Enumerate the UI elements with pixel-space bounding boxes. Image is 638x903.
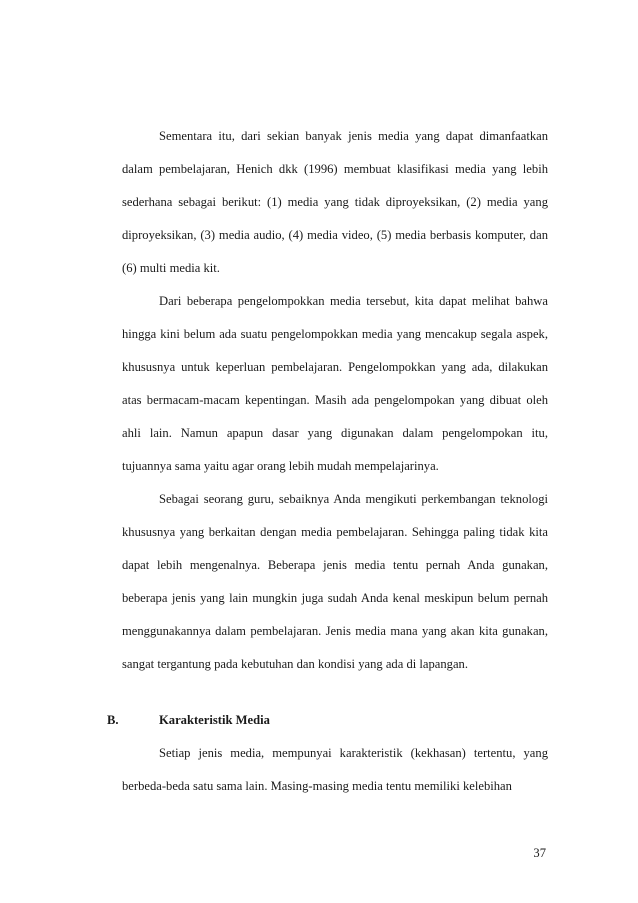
page-content bbox=[107, 120, 548, 803]
paragraph-media-classification: Sementara itu, dari sekian banyak jenis media yang dapat dimanfaatkan dalam pembelajaran, Henich dkk (1996) membuat klasifikasi media yang lebih sederhana sebagai berikut: (1) media yang tidak diproyeksikan, (2) media yang diproyeksikan, (3) media audio, (4) media video, (5) media berbasis komputer, dan (6) multi media kit. bbox=[122, 129, 548, 275]
section-number: B. bbox=[107, 713, 119, 727]
paragraph-teacher-advice: Sebagai seorang guru, sebaiknya Anda mengikuti perkembangan teknologi khususnya yang berkaitan dengan media pembelajaran. Sehingga paling tidak kita dapat lebih mengenalnya. Beberapa jenis media tentu pernah Anda gunakan, beberapa jenis yang lain mungkin juga sudah Anda kenal meskipun belum pernah menggunakannya dalam pembelajaran. Jenis media mana yang akan kita gunakan, sangat tergantung pada kebutuhan dan kondisi yang ada di lapangan. bbox=[122, 492, 548, 671]
paragraph-media-characteristics: Setiap jenis media, mempunyai karakteristik (kekhasan) tertentu, yang berbeda-beda satu sama lain. Masing-masing media tentu memiliki kelebihan bbox=[122, 746, 548, 793]
section-title: Karakteristik Media bbox=[159, 713, 270, 727]
section-heading bbox=[107, 704, 548, 737]
page-number: 37 bbox=[533, 846, 546, 860]
paragraph-media-grouping: Dari beberapa pengelompokkan media tersebut, kita dapat melihat bahwa hingga kini belum ada suatu pengelompokkan media yang mencakup segala aspek, khususnya untuk keperluan pembelajaran. Pengelompokkan yang ada, dilakukan atas bermacam-macam kepentingan. Masih ada pengelompokan yang dibuat oleh ahli lain. Namun apapun dasar yang digunakan dalam pengelompokan itu, tujuannya sama yaitu agar orang lebih mudah mempelajarinya. bbox=[122, 294, 548, 473]
